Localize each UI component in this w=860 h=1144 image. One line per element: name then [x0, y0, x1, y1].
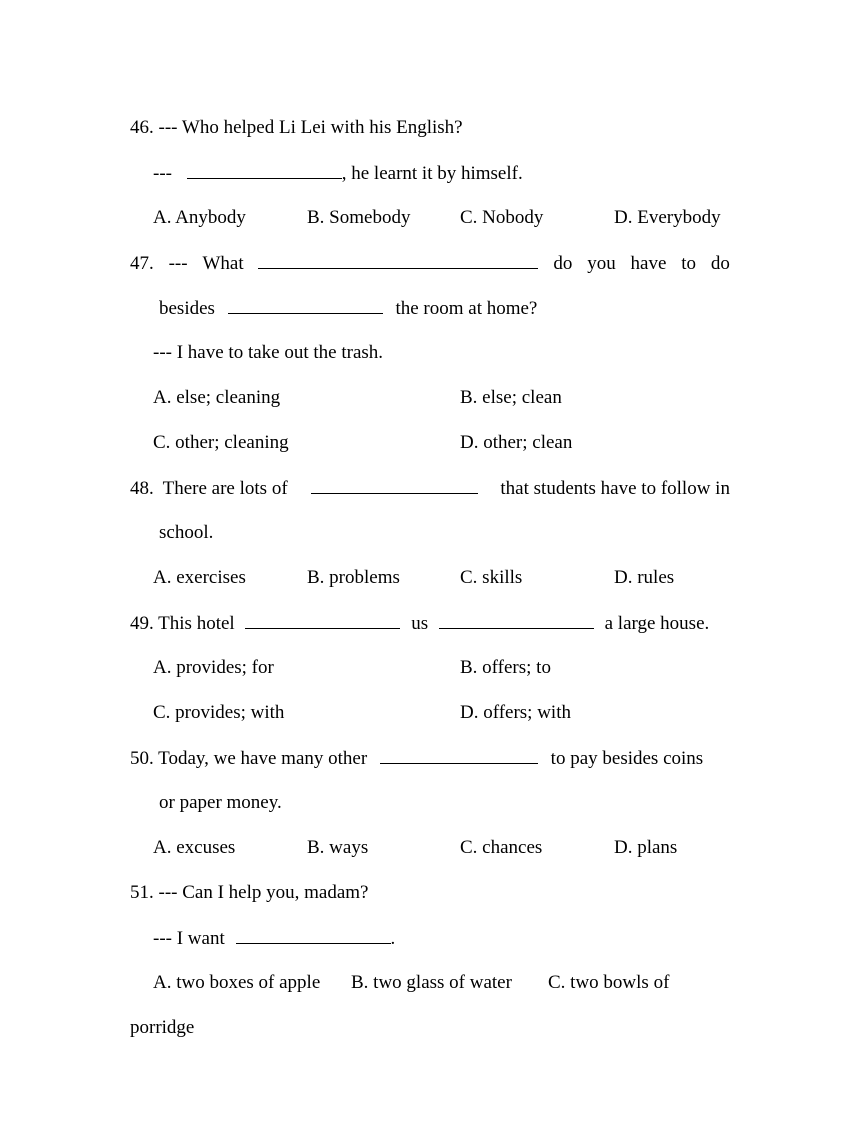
- option-c[interactable]: C. provides; with: [153, 702, 285, 723]
- answer-blank[interactable]: [236, 926, 391, 944]
- question-48-line-2: school.: [159, 522, 214, 543]
- option-b[interactable]: B. two glass of water: [351, 972, 512, 993]
- option-b[interactable]: B. ways: [307, 837, 369, 858]
- word: do: [553, 253, 573, 274]
- option-b[interactable]: B. offers; to: [460, 657, 551, 678]
- answer-blank[interactable]: [258, 251, 538, 269]
- question-text: to pay besides coins: [550, 748, 704, 769]
- question-46-stem: [130, 116, 463, 140]
- question-text: that students have to follow in: [500, 478, 730, 499]
- question-50-line-2: or paper money.: [159, 792, 282, 813]
- question-text: besides: [159, 298, 215, 319]
- question-51-reply: [153, 926, 395, 950]
- option-c[interactable]: C. Nobody: [460, 207, 544, 228]
- question-text: the room at home?: [395, 298, 538, 319]
- option-a[interactable]: A. excuses: [153, 837, 236, 858]
- question-46-reply: [153, 161, 523, 185]
- option-a[interactable]: A. exercises: [153, 567, 246, 588]
- option-d[interactable]: D. other; clean: [460, 432, 573, 453]
- reply-text: .: [390, 928, 396, 949]
- answer-blank[interactable]: [245, 611, 400, 629]
- word: to: [681, 253, 697, 274]
- question-number: 49.: [130, 613, 154, 634]
- word: have: [630, 253, 667, 274]
- question-47-line-2: [159, 296, 537, 320]
- option-c[interactable]: C. skills: [460, 567, 523, 588]
- answer-blank[interactable]: [439, 611, 594, 629]
- option-d[interactable]: D. plans: [614, 837, 678, 858]
- option-b[interactable]: B. problems: [307, 567, 400, 588]
- question-51-option-overflow: porridge: [130, 1017, 195, 1038]
- question-50-line-1: [130, 746, 703, 770]
- option-c[interactable]: C. chances: [460, 837, 543, 858]
- question-number: 46.: [130, 117, 154, 138]
- option-a[interactable]: A. provides; for: [153, 657, 274, 678]
- question-text: There are lots of: [162, 478, 288, 499]
- word: What: [202, 253, 244, 274]
- option-d[interactable]: D. offers; with: [460, 702, 571, 723]
- question-text: us: [411, 613, 429, 634]
- question-48-line-1: [130, 476, 730, 500]
- word: do: [710, 253, 730, 274]
- question-number: 51.: [130, 882, 154, 903]
- answer-blank[interactable]: [380, 746, 538, 764]
- reply-text: --- I want: [153, 928, 225, 949]
- option-c[interactable]: C. other; cleaning: [153, 432, 289, 453]
- dialogue-dash: ---: [153, 163, 172, 184]
- word: you: [587, 253, 616, 274]
- option-a[interactable]: A. two boxes of apple: [153, 972, 321, 993]
- question-text: --- Who helped Li Lei with his English?: [158, 117, 463, 138]
- reply-text: , he learnt it by himself.: [341, 163, 523, 184]
- option-c[interactable]: C. two bowls of: [548, 972, 670, 993]
- question-49-stem: [130, 611, 709, 635]
- option-b[interactable]: B. Somebody: [307, 207, 411, 228]
- option-b[interactable]: B. else; clean: [460, 387, 562, 408]
- question-number: 48.: [130, 478, 154, 499]
- question-text: Today, we have many other: [158, 748, 368, 769]
- question-text: --- Can I help you, madam?: [158, 882, 369, 903]
- question-number: 47.: [130, 253, 154, 274]
- word: ---: [168, 253, 188, 274]
- option-d[interactable]: D. Everybody: [614, 207, 721, 228]
- question-51-stem: [130, 881, 368, 905]
- answer-blank[interactable]: [187, 161, 342, 179]
- question-47-reply: --- I have to take out the trash.: [153, 342, 384, 363]
- question-text: a large house.: [604, 613, 710, 634]
- answer-blank[interactable]: [311, 476, 478, 494]
- question-number: 50.: [130, 748, 154, 769]
- answer-blank[interactable]: [228, 296, 383, 314]
- question-47-line-1: [130, 251, 730, 275]
- option-a[interactable]: A. else; cleaning: [153, 387, 281, 408]
- option-a[interactable]: A. Anybody: [153, 207, 246, 228]
- option-d[interactable]: D. rules: [614, 567, 675, 588]
- question-text: This hotel: [158, 613, 235, 634]
